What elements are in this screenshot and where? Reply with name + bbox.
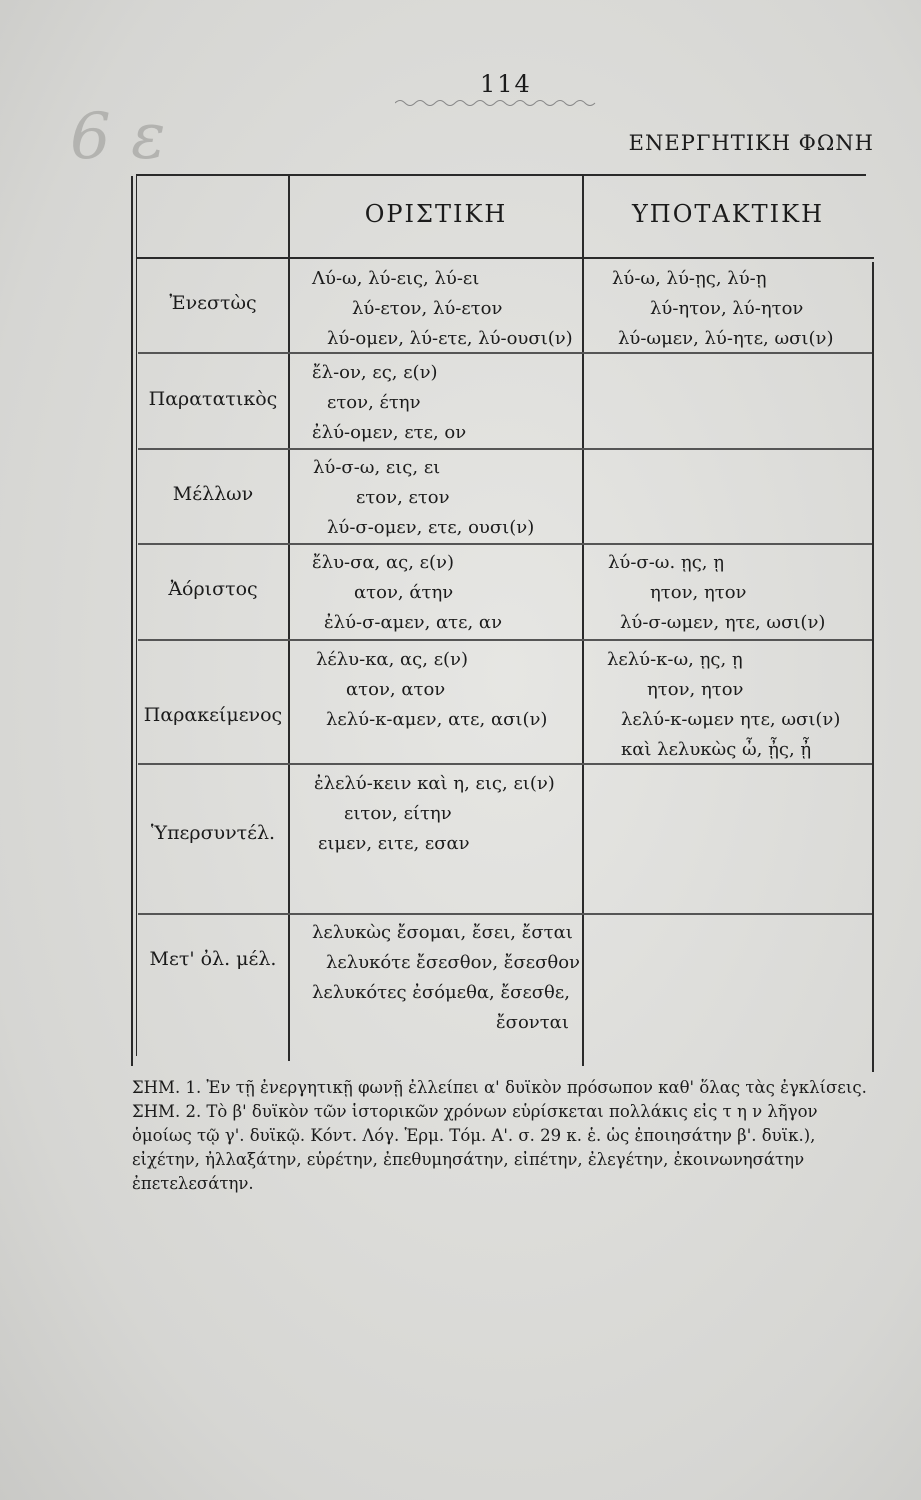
page-number: 114 — [480, 70, 532, 98]
indicative-cell — [313, 453, 534, 543]
row-border — [138, 543, 872, 545]
indicative-cell — [312, 264, 573, 354]
form-line: ἔσονται — [496, 1012, 569, 1033]
tense-label: Παρατατικὸς — [148, 388, 278, 410]
form-line: ειμεν, ειτε, εσαν — [318, 833, 470, 854]
form-line: λελύ-κ-αμεν, ατε, ασι(ν) — [326, 709, 548, 730]
tense-label: Μετ' ὀλ. μέλ. — [149, 948, 277, 970]
indicative-cell — [316, 645, 547, 735]
form-line: λύ-ομεν, λύ-ετε, λύ-ουσι(ν) — [327, 328, 573, 349]
indicative-cell — [312, 358, 466, 448]
form-line: λέλυ-κα, ας, ε(ν) — [316, 649, 469, 670]
row-border — [138, 448, 872, 450]
form-line: ἐλελύ-κειν καὶ η, εις, ει(ν) — [314, 773, 555, 794]
subjunctive-cell — [612, 264, 833, 354]
tense-label: Ὑπερσυντέλ. — [150, 822, 276, 844]
form-line: λύ-σ-ομεν, ετε, ουσι(ν) — [327, 517, 535, 538]
form-line: λύ-σ-ωμεν, ητε, ωσι(ν) — [620, 612, 826, 633]
form-line: ετον, ετον — [356, 487, 450, 508]
table-top-border — [136, 174, 866, 176]
table-left-border — [131, 176, 133, 1066]
tense-label: Μέλλων — [172, 483, 254, 505]
form-line: λύ-ωμεν, λύ-ητε, ωσι(ν) — [618, 328, 834, 349]
form-line: ατον, ατον — [346, 679, 446, 700]
form-line: ετον, έτην — [327, 392, 421, 413]
tense-label: Ἀόριστος — [168, 578, 258, 600]
form-line: Λύ-ω, λύ-εις, λύ-ει — [312, 268, 480, 289]
column-divider-1 — [288, 176, 290, 1061]
form-line: καὶ λελυκὼς ὦ, ᾖς, ᾖ — [621, 739, 812, 760]
form-line: ατον, άτην — [354, 582, 454, 603]
pencil-mark: 6 ε — [70, 100, 166, 174]
footnotes — [132, 1076, 877, 1196]
column-header-indicative: ΟΡΙΣΤΙΚΗ — [364, 200, 508, 228]
column-header-subjunctive: ΥΠΟΤΑΚΤΙΚΗ — [631, 200, 825, 228]
form-line: ἐλύ-ομεν, ετε, ον — [312, 422, 467, 443]
form-line: ειτον, είτην — [344, 803, 452, 824]
form-line: λύ-ητον, λύ-ητον — [650, 298, 804, 319]
subjunctive-cell — [607, 645, 840, 765]
row-border — [138, 639, 872, 641]
form-line: ητον, ητον — [650, 582, 747, 603]
running-header: ΕΝΕΡΓΗΤΙΚΗ ΦΩΝΗ — [628, 131, 874, 155]
note-2: ΣΗΜ. 2. Τὸ β' δυϊκὸν τῶν ἱστορικῶν χρόνων εὑρίσκεται πολλάκις εἰς τ η ν λῆγον ὁμοίως τῷ γ'. δυϊκῷ. Κόντ. Λόγ. Ἑρμ. Τόμ. Α'. σ. 29 κ. ἑ. ὡς ἐποιησάτην β'. δυϊκ.), εἰχέτην, ἠλλαξάτην, εὑρέτην, ἐπεθυμησάτην, εἰπέτην, ἐλεγέτην, ἐκοινωνησάτην ἐπετελεσάτην. — [132, 1102, 818, 1193]
form-line: ἐλύ-σ-αμεν, ατε, αν — [324, 612, 503, 633]
table-left-border-inner — [136, 176, 137, 1056]
wavy-rule — [395, 98, 600, 108]
tense-label: Παρακείμενος — [143, 704, 283, 726]
indicative-cell — [312, 918, 580, 1038]
row-border — [138, 913, 872, 915]
form-line: ἔλ-ον, ες, ε(ν) — [312, 362, 438, 383]
table-right-border — [872, 262, 874, 1072]
indicative-cell — [314, 769, 555, 859]
form-line: λελυκότες ἐσόμεθα, ἔσεσθε, — [312, 982, 570, 1003]
subjunctive-cell — [608, 548, 825, 638]
tense-label: Ἐνεστὼς — [169, 292, 257, 314]
header-row-border — [136, 257, 874, 259]
form-line: λελυκὼς ἔσομαι, ἔσει, ἔσται — [312, 922, 573, 943]
indicative-cell — [312, 548, 502, 638]
form-line: λελυκότε ἔσεσθον, ἔσεσθον — [326, 952, 580, 973]
column-divider-2 — [582, 176, 584, 1066]
form-line: λύ-σ-ω. ῃς, ῃ — [608, 552, 725, 573]
form-line: λελύ-κ-ωμεν ητε, ωσι(ν) — [621, 709, 841, 730]
form-line: λύ-ω, λύ-ῃς, λύ-ῃ — [612, 268, 767, 289]
form-line: λελύ-κ-ω, ῃς, ῃ — [607, 649, 743, 670]
form-line: λύ-ετον, λύ-ετον — [352, 298, 503, 319]
note-1: ΣΗΜ. 1. Ἐν τῇ ἐνεργητικῇ φωνῇ ἐλλείπει α' δυϊκὸν πρόσωπον καθ' ὅλας τὰς ἐγκλίσεις. — [132, 1078, 867, 1097]
form-line: ητον, ητον — [647, 679, 744, 700]
form-line: ἔλυ-σα, ας, ε(ν) — [312, 552, 454, 573]
form-line: λύ-σ-ω, εις, ει — [313, 457, 441, 478]
